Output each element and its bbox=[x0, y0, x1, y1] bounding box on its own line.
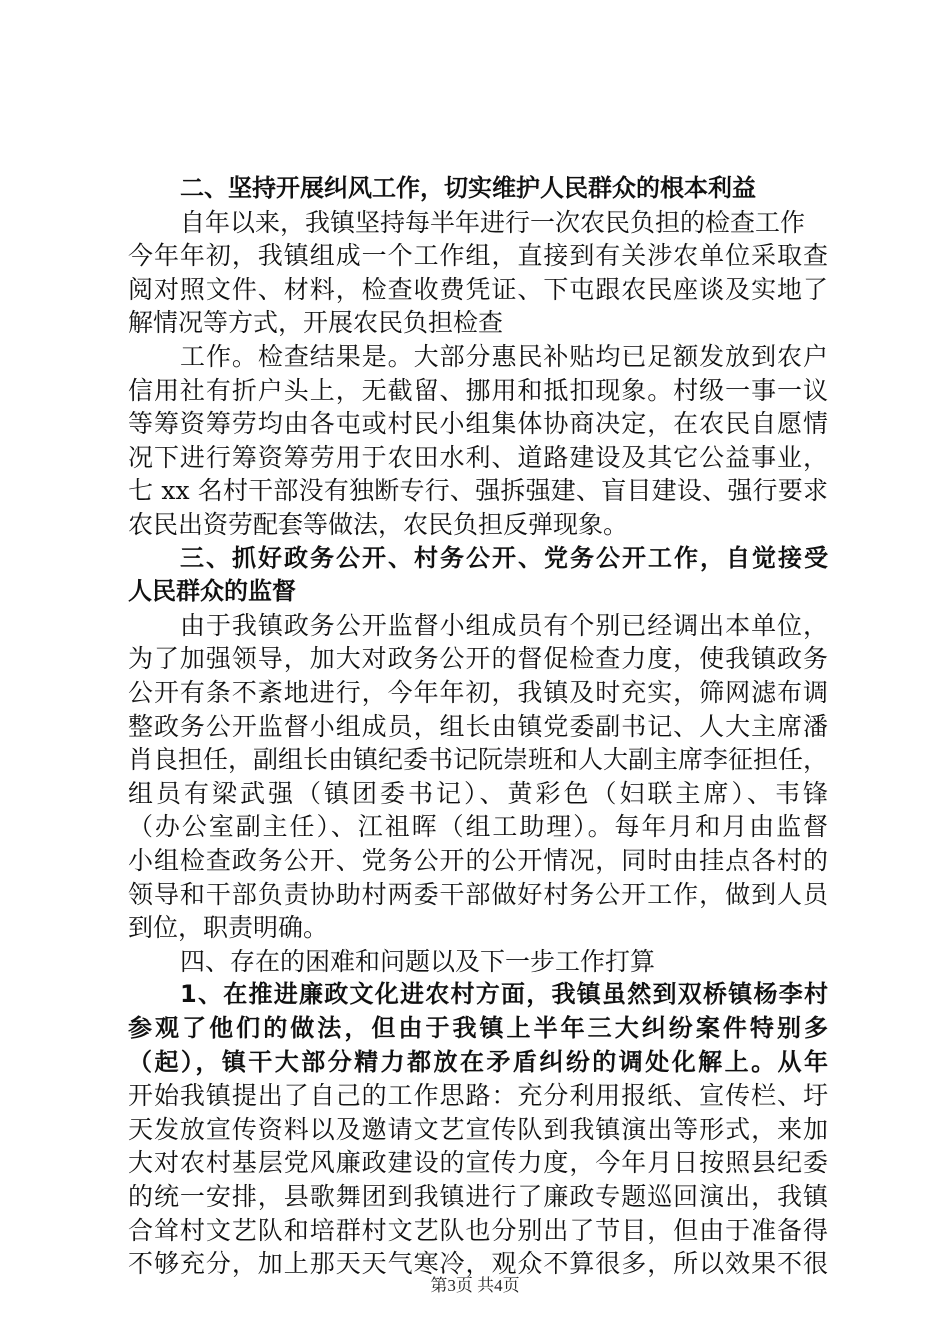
paragraph-line: （办公室副主任）、江祖晖（组工助理）。每年月和月由监督 bbox=[128, 812, 828, 842]
paragraph-line: 工作。检查结果是。大部分惠民补贴均已足额发放到农户 bbox=[180, 342, 828, 371]
heading-line: 1、在推进廉政文化进农村方面，我镇虽然到双桥镇杨李村 bbox=[180, 980, 828, 1009]
paragraph-line: 整政务公开监督小组成员，组长由镇党委副书记、人大主席潘 bbox=[128, 711, 828, 741]
paragraph-line: 况下进行筹资筹劳用于农田水利、道路建设及其它公益事业， bbox=[128, 442, 828, 472]
paragraph-line: 今年年初，我镇组成一个工作组，直接到有关涉农单位采取查 bbox=[128, 241, 828, 271]
heading-line: 参观了他们的做法，但由于我镇上半年三大纠纷案件特别多 bbox=[128, 1014, 828, 1042]
heading-line: 二、坚持开展纠风工作，切实维护人民群众的根本利益 bbox=[180, 174, 756, 202]
paragraph-line: 肖良担任，副组长由镇纪委书记阮崇班和人大副主席李征担任， bbox=[128, 745, 829, 775]
paragraph-line: 的统一安排，县歌舞团到我镇进行了廉政专题巡回演出，我镇 bbox=[128, 1182, 828, 1211]
heading-line: （起），镇干大部分精力都放在矛盾纠纷的调处化解上。从年 bbox=[128, 1047, 828, 1076]
paragraph-line: 由于我镇政务公开监督小组成员有个别已经调出本单位， bbox=[180, 610, 828, 640]
paragraph-line: 天发放宣传资料以及邀请文艺宣传队到我镇演出等形式，来加 bbox=[128, 1114, 828, 1144]
paragraph-line: 到位，职责明确。 bbox=[128, 913, 329, 943]
paragraph-line: 公开有条不紊地进行，今年年初，我镇及时充实，筛网滤布调 bbox=[128, 678, 828, 707]
paragraph-line: 领导和干部负责协助村两委干部做好村务公开工作，做到人员 bbox=[128, 879, 828, 909]
paragraph-line: 自年以来，我镇坚持每半年进行一次农民负担的检查工作 bbox=[180, 207, 806, 237]
paragraph-line: 开始我镇提出了自己的工作思路：充分利用报纸、宣传栏、圩 bbox=[128, 1081, 828, 1111]
paragraph-line: 组员有梁武强（镇团委书记）、黄彩色（妇联主席）、韦锋 bbox=[128, 778, 828, 808]
paragraph-line: 小组检查政务公开、党务公开的公开情况，同时由挂点各村的 bbox=[128, 846, 828, 875]
paragraph-line: 等筹资筹劳均由各屯或村民小组集体协商决定，在农民自愿情 bbox=[128, 409, 828, 439]
paragraph-line: 不够充分，加上那天天气寒冷，观众不算很多，所以效果不很 bbox=[128, 1249, 828, 1279]
paragraph-line: 七 xx 名村干部没有独断专行、强拆强建、盲目建设、强行要求 bbox=[128, 476, 828, 506]
heading-line: 人民群众的监督 bbox=[128, 577, 296, 606]
paragraph-line: 四、存在的困难和问题以及下一步工作打算 bbox=[180, 946, 656, 976]
paragraph-line: 农民出资劳配套等做法，农民负担反弹现象。 bbox=[128, 510, 629, 539]
paragraph-line: 解情况等方式，开展农民负担检查 bbox=[128, 308, 504, 338]
page-footer: 第3页 共4页 bbox=[430, 1276, 520, 1295]
paragraph-line: 信用社有折户头上，无截留、挪用和抵扣现象。村级一事一议 bbox=[128, 375, 828, 405]
paragraph-line: 合耸村文艺队和培群村文艺队也分别出了节目，但由于准备得 bbox=[128, 1215, 828, 1245]
paragraph-line: 阅对照文件、材料，检查收费凭证、下屯跟农民座谈及实地了 bbox=[128, 274, 828, 304]
paragraph-line: 大对农村基层党风廉政建设的宣传力度，今年月日按照县纪委 bbox=[128, 1148, 828, 1178]
heading-line: 三、抓好政务公开、村务公开、党务公开工作，自觉接受 bbox=[180, 543, 828, 572]
paragraph-line: 为了加强领导，加大对政务公开的督促检查力度，使我镇政务 bbox=[128, 644, 828, 674]
